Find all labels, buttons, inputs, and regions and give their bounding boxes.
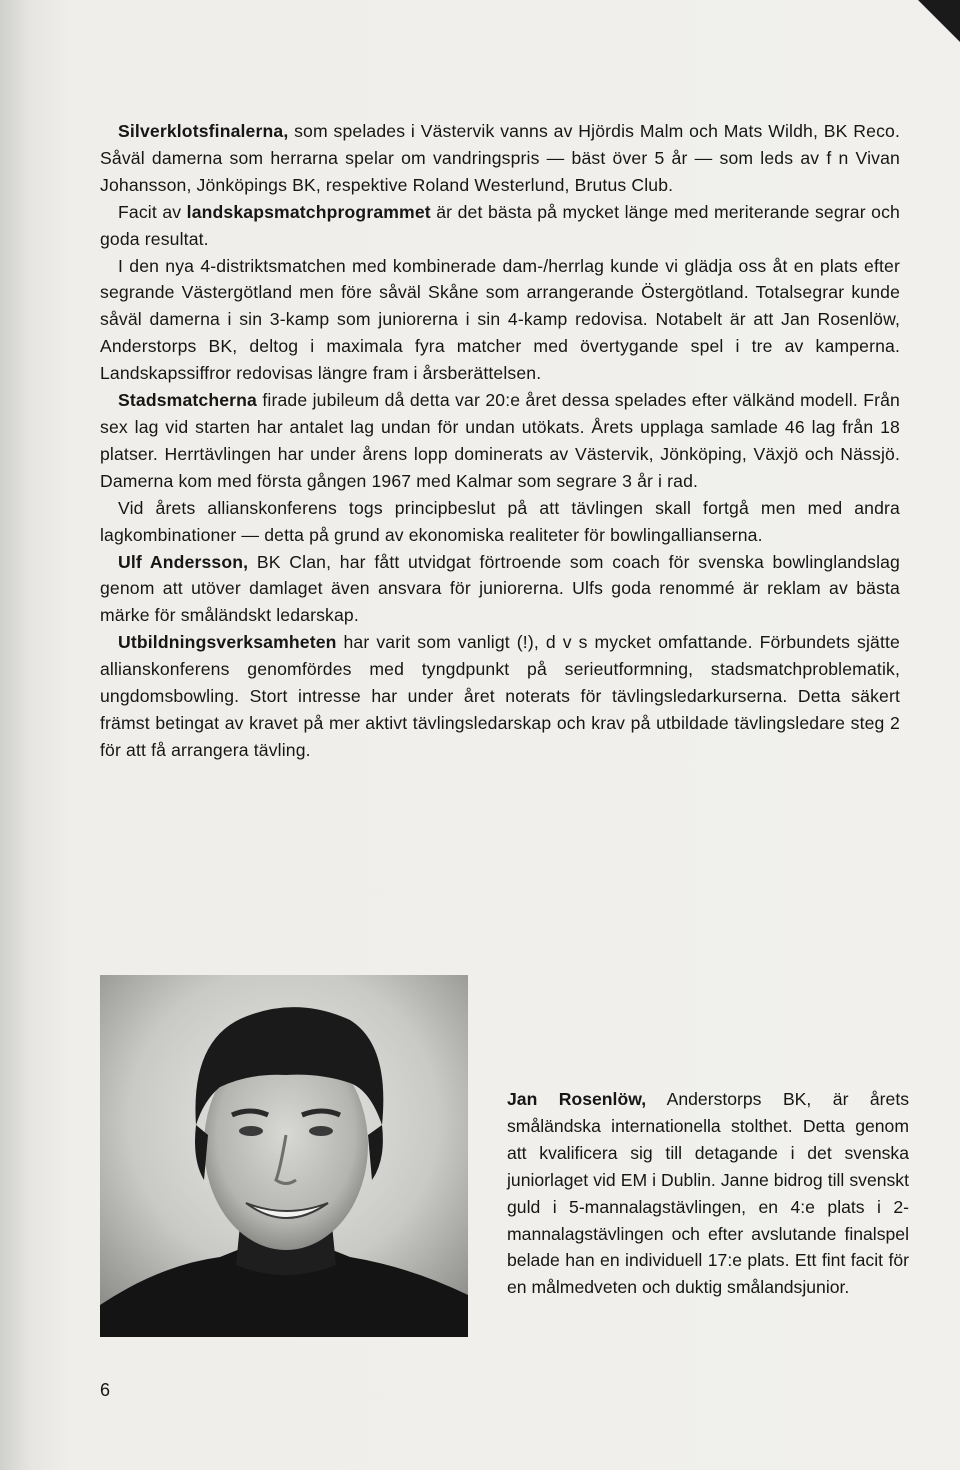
paragraph-ulf-andersson [100, 549, 900, 630]
paragraph-text: BK Clan, har fått utvidgat förtroende som coach för svenska bowlinglandslag genom att utöver damlaget även ansvara för juniorerna. Ulfs goda renommé är reklam av bästa märke för småländskt ledarskap. [100, 551, 900, 626]
paragraph-text: som spelades i Västervik vanns av Hjördis Malm och Mats Wildh, BK Reco. Såväl damerna som herrarna spelar om vandringspris — bäst över 5 år — som leds av f n Vivan Johansson, Jönköpings BK, respektive Roland Westerlund, Brutus Club. [100, 121, 900, 195]
page-corner [918, 0, 960, 42]
paragraph-lead: Stadsmatcherna [118, 390, 257, 411]
portrait-image [100, 975, 468, 1337]
paragraph-landskap [100, 199, 900, 253]
paragraph-text: I den nya 4-distriktsmatchen med kombinerade dam-/herrlag kunde vi glädja oss åt en plats efter segrande Västergötland men före såväl Skåne som arrangerande Östergötland. Totalsegrar kunde såväl damerna i sin 3-kamp som juniorerna i sin 4-kamp redovisa. Notabelt är att Jan Rosenlöw, Anderstorps BK, deltog i maximala fyra matcher med övertygande spel i tre av kamperna. Landskapssiffror redovisas längre fram i årsberättelsen. [100, 255, 900, 384]
paragraph-silverklot [100, 118, 900, 199]
paragraph-lead: landskapsmatchprogrammet [186, 201, 431, 222]
body-text [100, 118, 900, 764]
portrait-photo [100, 975, 468, 1337]
paragraph-utbildning [100, 629, 900, 764]
paragraph-stadsmatcher [100, 387, 900, 495]
paragraph-lead: Utbildningsverksamheten [118, 632, 337, 653]
paragraph-text: har varit som vanligt (!), d v s mycket omfattande. Förbundets sjätte allianskonferens genomfördes med tyngdpunkt på serieutformning, stadsmatchproblematik, ungdomsbowling. Stort intresse har under året noterats för tävlingsledarkurserna. Detta säkert främst betingat av kravet på mer aktivt tävlingsledarskap och krav på utbildade tävlingsledare steg 2 för att få arrangera tävling. [100, 632, 900, 760]
paragraph-pre: Facit av [118, 201, 187, 222]
paragraph-text: Vid årets allianskonferens togs principbeslut på att tävlingen skall fortgå men med andra lagkombinationer — detta på grund av ekonomiska realiteter för bowlingallianserna. [100, 497, 900, 545]
paragraph-text: är det bästa på mycket länge med meriterande segrar och goda resultat. [100, 201, 900, 249]
paragraph-text: firade jubileum då detta var 20:e året dessa spelades efter välkänd modell. Från sex lag vid starten har antalet lag undan för undan utökats. Årets upplaga samlade 46 lag från 18 platser. Herrtävlingen har under årens lopp dominerats av Västervik, Jönköping, Växjö och Nässjö. Damerna kom med första gången 1967 med Kalmar som segrare 3 år i rad. [100, 390, 900, 491]
paragraph-distrikt [100, 253, 900, 388]
photo-caption [507, 1086, 909, 1301]
page-number: 6 [100, 1380, 111, 1400]
caption-text: Anderstorps BK, är årets småländska internationella stolthet. Detta genom att kvalificera sig till detagande i det svenska juniorlaget vid EM i Dublin. Janne bidrog till svenskt guld i 5-mannalagstävlingen, en 4:e plats i 2-mannalagstävlingen och efter avslutande finalspel belade han en individuell 17:e plats. Ett fint facit för en målmedveten och duktig smålandsjunior. [507, 1089, 910, 1298]
paragraph-allianskonferens [100, 495, 900, 549]
paragraph-lead: Silverklotsfinalerna, [118, 121, 289, 141]
paragraph-lead: Ulf Andersson, [118, 551, 249, 572]
caption-lead: Jan Rosenlöw, [507, 1089, 647, 1109]
